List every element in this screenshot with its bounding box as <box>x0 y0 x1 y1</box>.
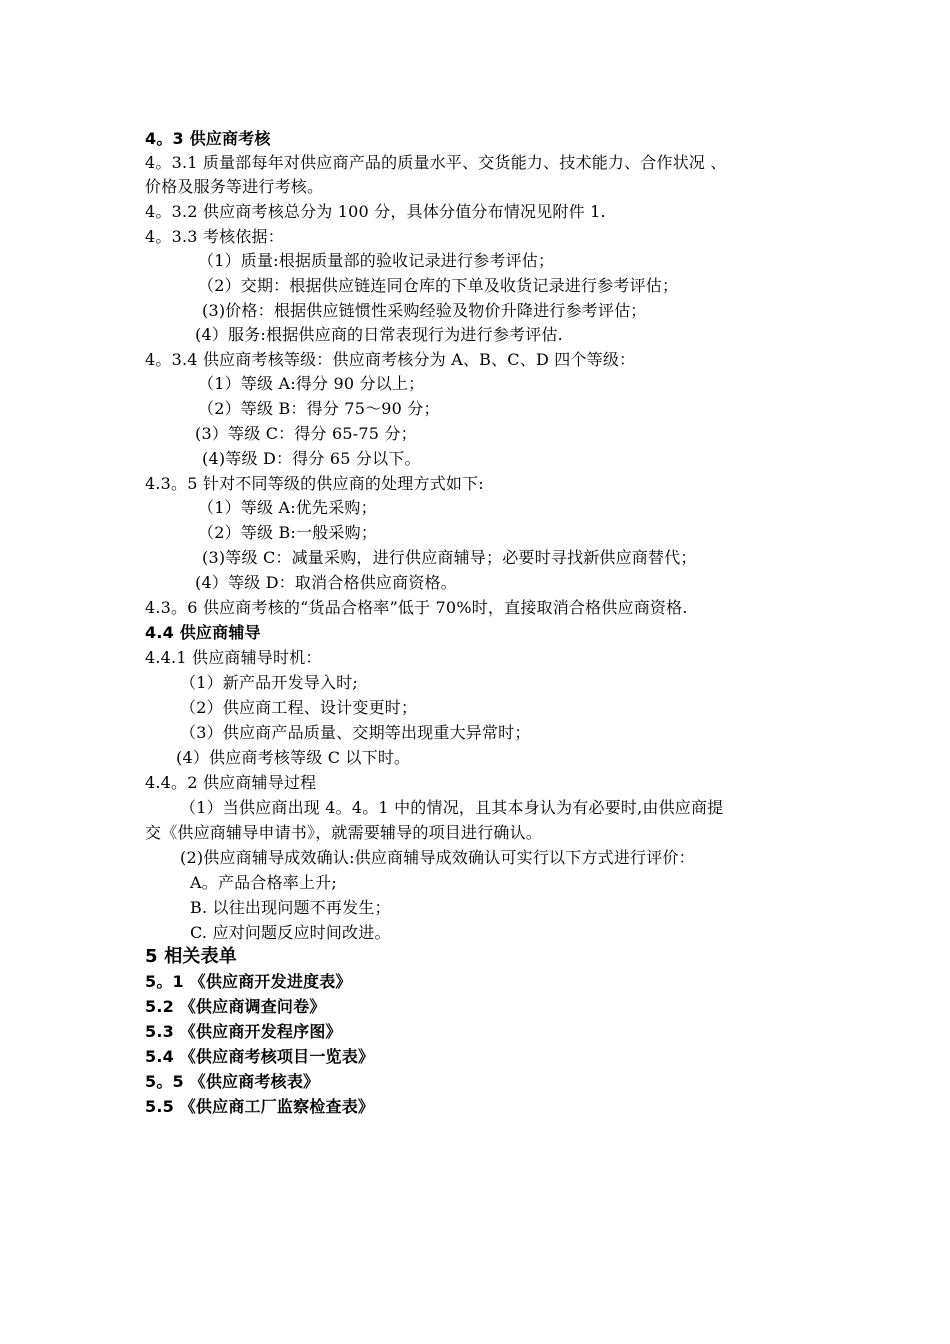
form-item-5-5-a: 5。5 《供应商考核表》 <box>145 1072 320 1091</box>
list-item-pass-rate: A。产品合格率上升; <box>190 873 337 892</box>
paragraph-guidance-2: (2)供应商辅导成效确认:供应商辅导成效确认可实行以下方式进行评价： <box>180 848 695 867</box>
list-item-grade-below-c: (4）供应商考核等级 C 以下时。 <box>176 748 411 767</box>
paragraph-guidance-1: （1）当供应商出现 4。4。1 中的情况，且其本身认为有必要时,由供应商提 <box>180 798 724 817</box>
form-item-5-3: 5.3 《供应商开发程序图》 <box>145 1022 342 1041</box>
list-item-service: (4）服务:根据供应商的日常表现行为进行参考评估. <box>195 325 563 344</box>
form-item-5-4: 5.4 《供应商考核项目一览表》 <box>145 1047 375 1066</box>
list-item-grade-c: (3）等级 C：得分 65-75 分； <box>195 424 417 443</box>
section-heading-5: 5 相关表单 <box>145 946 237 967</box>
list-item-handle-c: (3)等级 C：减量采购，进行供应商辅导；必要时寻找新供应商替代； <box>202 548 697 567</box>
form-item-5-2: 5.2 《供应商调查问卷》 <box>145 997 326 1016</box>
list-item-delivery: （2）交期：根据供应链连同仓库的下单及收货记录进行参考评估； <box>198 276 679 295</box>
paragraph-4-3-1: 4。3.1 质量部每年对供应商产品的质量水平、交货能力、技术能力、合作状况 、 <box>145 153 727 172</box>
paragraph-4-3-4: 4。3.4 供应商考核等级：供应商考核分为 A、B、C、D 四个等级： <box>145 350 636 369</box>
paragraph-4-3-5: 4.3。5 针对不同等级的供应商的处理方式如下: <box>145 474 484 493</box>
paragraph-4-3-6: 4.3。6 供应商考核的“货品合格率”低于 70%时，直接取消合格供应商资格. <box>145 598 688 617</box>
list-item-grade-b: （2）等级 B：得分 75～90 分； <box>198 399 440 418</box>
list-item-grade-a: （1）等级 A:得分 90 分以上； <box>198 374 425 393</box>
list-item-price: (3)价格：根据供应链惯性采购经验及物价升降进行参考评估； <box>202 301 647 320</box>
section-heading-4-4: 4.4 供应商辅导 <box>145 623 261 642</box>
list-item-grade-d: (4)等级 D：得分 65 分以下。 <box>202 449 421 468</box>
paragraph-4-3-3: 4。3.3 考核依据： <box>145 227 284 246</box>
list-item-handle-a: （1）等级 A:优先采购； <box>198 498 377 517</box>
list-item-design-change: （2）供应商工程、设计变更时； <box>180 698 418 717</box>
list-item-handle-d: (4）等级 D：取消合格供应商资格。 <box>195 573 457 592</box>
paragraph-4-3-2: 4。3.2 供应商考核总分为 100 分，具体分值分布情况见附件 1. <box>145 202 606 221</box>
paragraph-guidance-1-cont: 交《供应商辅导申请书》，就需要辅导的项目进行确认。 <box>145 823 543 842</box>
list-item-handle-b: （2）等级 B:一般采购； <box>198 523 378 542</box>
list-item-new-product: （1）新产品开发导入时; <box>180 673 358 692</box>
paragraph-4-4-1: 4.4.1 供应商辅导时机： <box>145 648 322 667</box>
form-item-5-5-b: 5.5 《供应商工厂监察检查表》 <box>145 1097 375 1116</box>
list-item-quality: （1）质量:根据质量部的验收记录进行参考评估； <box>198 251 555 270</box>
list-item-major-anomaly: （3）供应商产品质量、交期等出现重大异常时； <box>180 723 531 742</box>
form-item-5-1: 5。1 《供应商开发进度表》 <box>145 972 352 991</box>
paragraph-4-3-1-cont: 价格及服务等进行考核。 <box>145 177 324 196</box>
paragraph-4-4-2: 4.4。2 供应商辅导过程 <box>145 773 317 792</box>
list-item-no-recurrence: B. 以往出现问题不再发生； <box>190 898 391 917</box>
list-item-response-time: C. 应对问题反应时间改进。 <box>190 923 391 942</box>
section-heading-4-3: 4。3 供应商考核 <box>145 129 271 148</box>
